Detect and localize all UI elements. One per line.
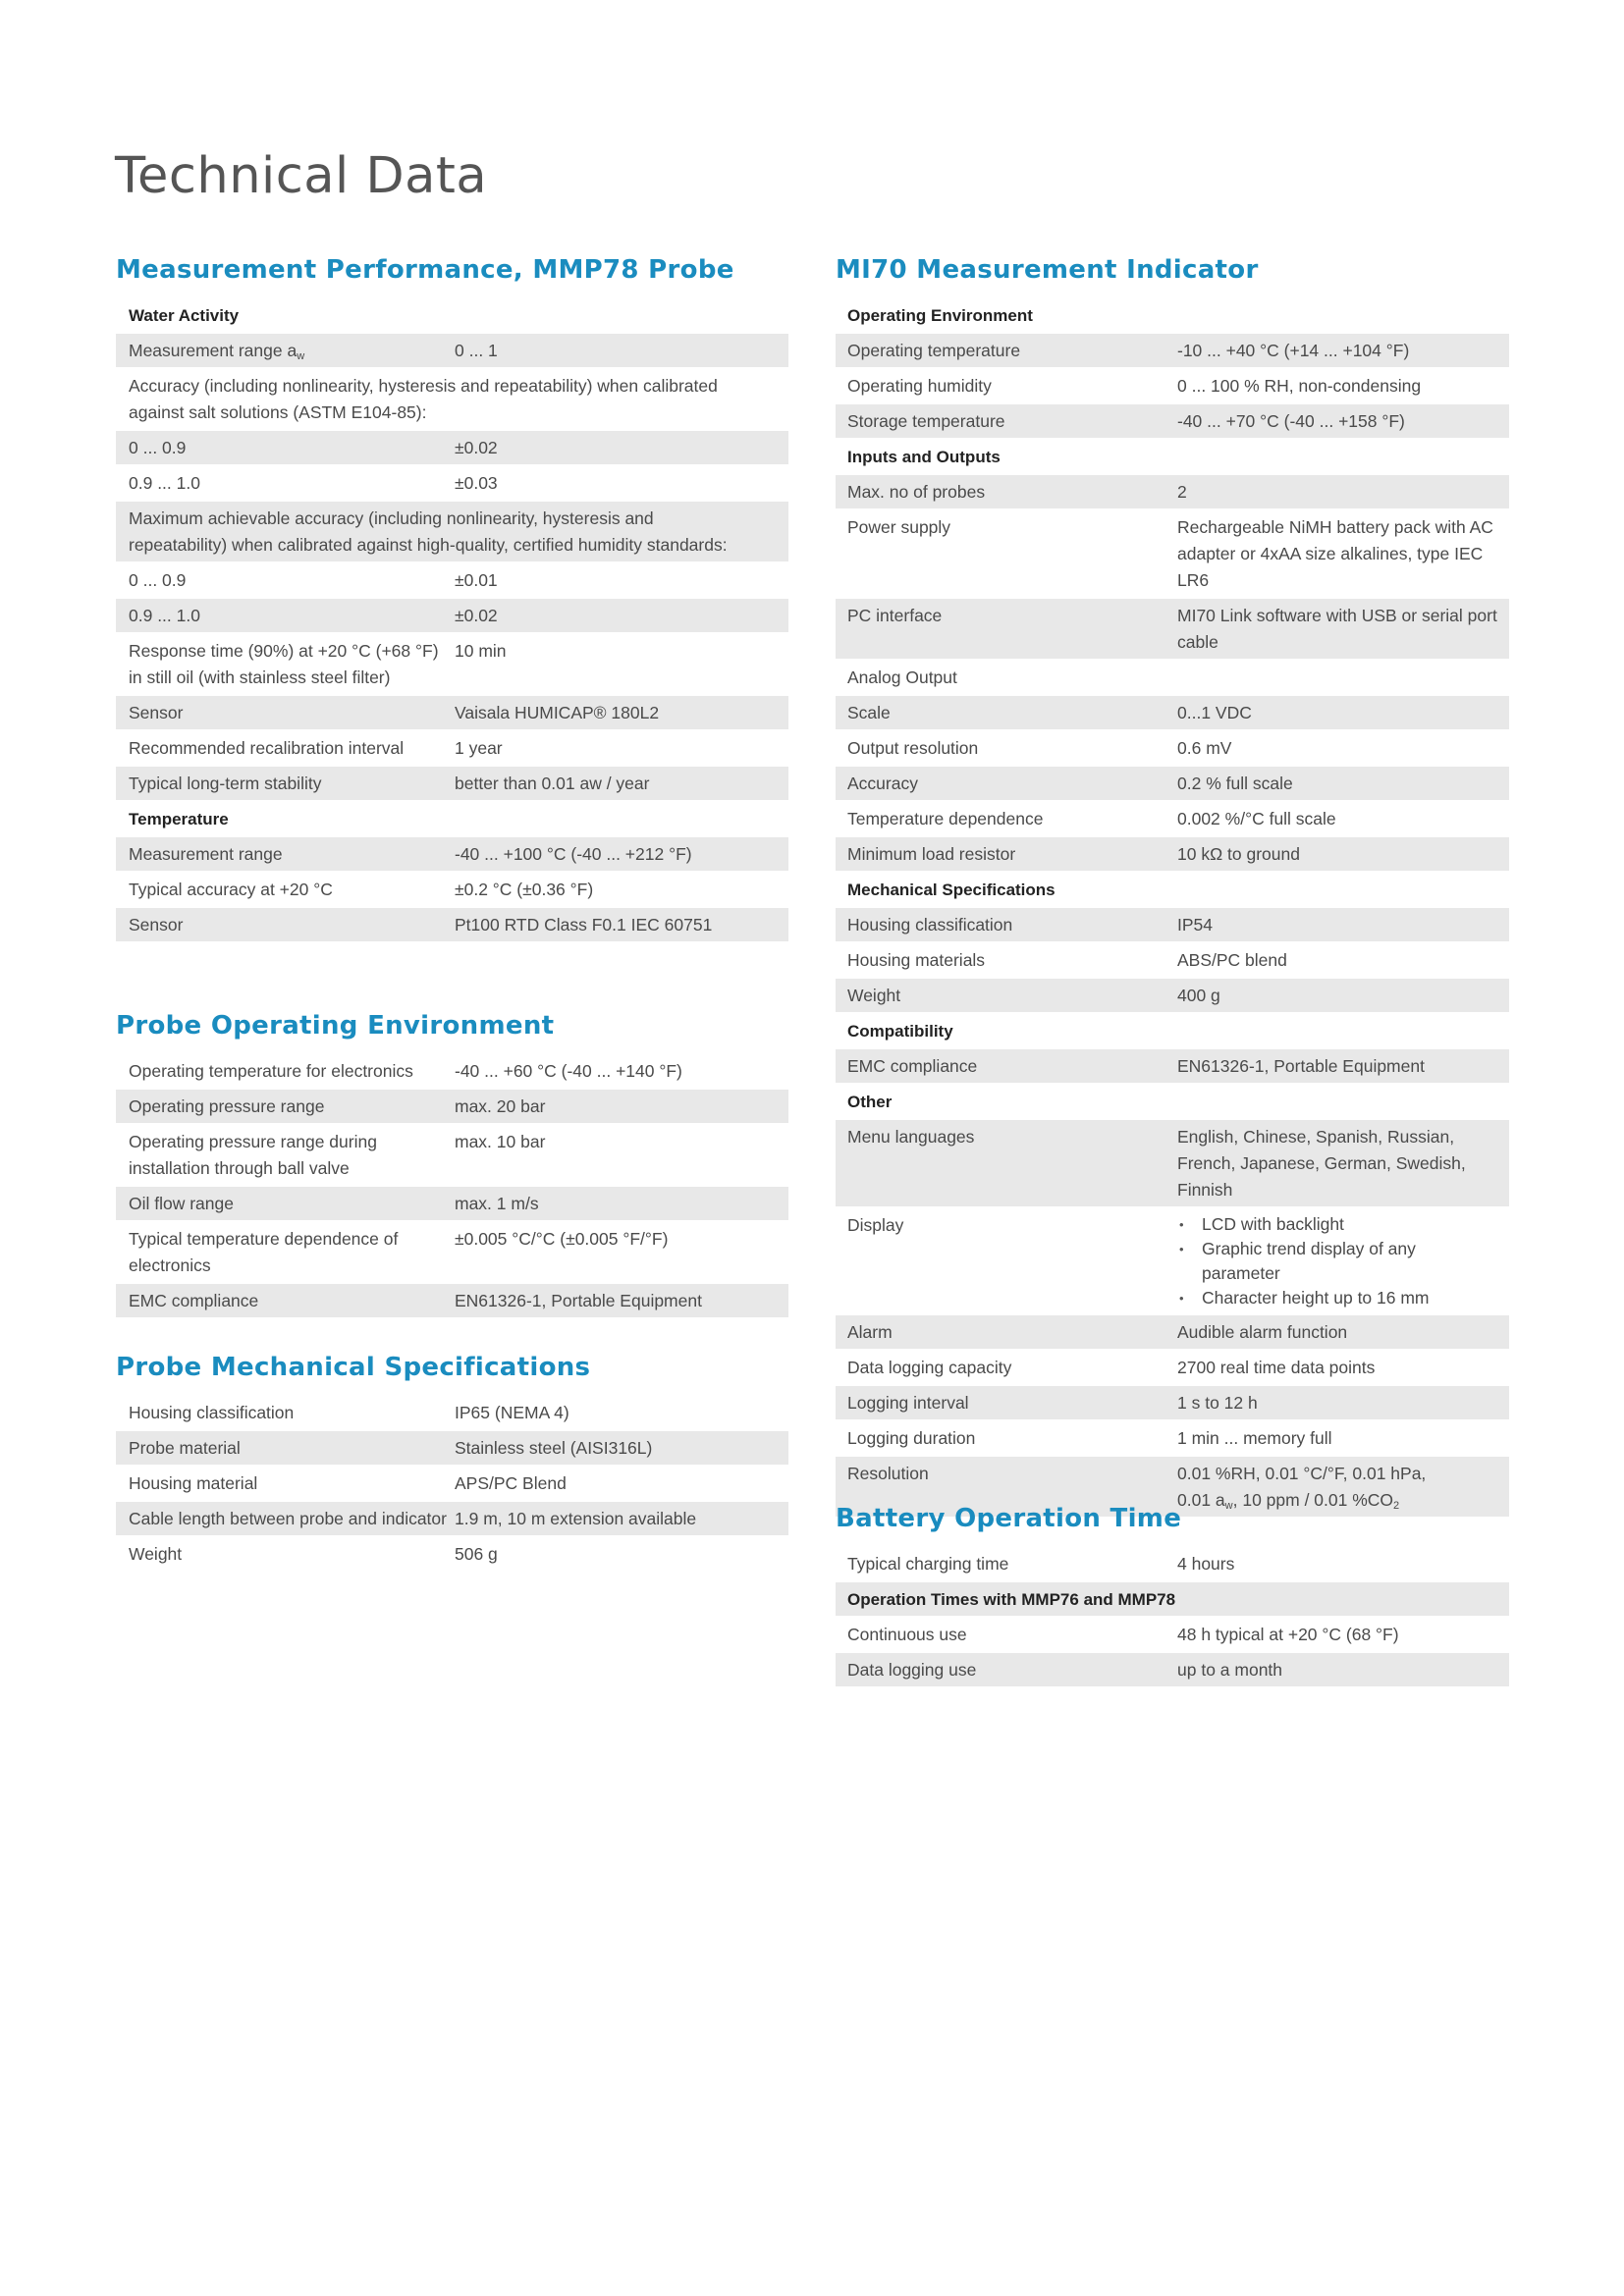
table-row <box>836 979 1509 1014</box>
table-row <box>836 1618 1509 1653</box>
row-value: ±0.01 <box>455 570 498 590</box>
group-header-water-activity <box>116 298 788 334</box>
row-label: Typical temperature dependence of electronics <box>129 1229 399 1275</box>
row-value: 10 min <box>455 641 507 661</box>
table-row <box>836 475 1509 510</box>
row-label: Scale <box>847 703 891 722</box>
row-value: -40 ... +70 °C (-40 ... +158 °F) <box>1177 411 1405 431</box>
table-row <box>836 599 1509 661</box>
row-label: Housing material <box>129 1473 258 1493</box>
row-label: Recommended recalibration interval <box>129 738 405 758</box>
table-row <box>116 334 788 369</box>
table-row <box>116 1431 788 1467</box>
row-label: Maximum achievable accuracy (including nonlinearity, hysteresis and repeatability) when calibrated against high-quality, certified humidity standards: <box>129 508 728 555</box>
row-value: 10 kΩ to ground <box>1177 844 1300 864</box>
table-row <box>116 1467 788 1502</box>
row-value: up to a month <box>1177 1660 1283 1680</box>
section-title: Probe Operating Environment <box>116 1011 555 1041</box>
table-row <box>836 802 1509 837</box>
row-value: 48 h typical at +20 °C (68 °F) <box>1177 1625 1399 1644</box>
list-item: • Character height up to 16 mm <box>1177 1286 1497 1310</box>
subscript-2: 2 <box>1393 1500 1400 1512</box>
row-value: -40 ... +60 °C (-40 ... +140 °F) <box>455 1061 682 1081</box>
row-value: 1 min ... memory full <box>1177 1428 1332 1448</box>
table-row <box>116 1537 788 1573</box>
row-value: ABS/PC blend <box>1177 950 1287 970</box>
row-label: Menu languages <box>847 1127 975 1147</box>
row-label: Housing classification <box>847 915 1013 934</box>
section-probe-operating-environment <box>116 1009 788 1319</box>
table-row <box>116 1284 788 1319</box>
row-value: IP65 (NEMA 4) <box>455 1403 569 1422</box>
row-value: Stainless steel (AISI316L) <box>455 1438 653 1458</box>
row-label: Max. no of probes <box>847 482 986 502</box>
row-label: 0 ... 0.9 <box>129 570 187 590</box>
row-label: Continuous use <box>847 1625 967 1644</box>
row-value: IP54 <box>1177 915 1213 934</box>
row-label: Operating pressure range <box>129 1096 325 1116</box>
row-label: Typical long-term stability <box>129 774 322 793</box>
row-label: Display <box>847 1215 904 1235</box>
group-label: Operation Times with MMP76 and MMP78 <box>847 1590 1176 1609</box>
row-value: 2 <box>1177 482 1187 502</box>
resolution-line-1: 0.01 %RH, 0.01 °C/°F, 0.01 hPa, <box>1177 1464 1427 1483</box>
spec-table <box>116 298 788 943</box>
table-row <box>116 908 788 943</box>
spec-table <box>836 1547 1509 1688</box>
section-title: Probe Mechanical Specifications <box>116 1353 591 1382</box>
row-label: Typical accuracy at +20 °C <box>129 880 333 899</box>
table-row <box>116 634 788 696</box>
row-label: Data logging use <box>847 1660 977 1680</box>
group-label: Compatibility <box>847 1022 953 1041</box>
group-header-inputs-outputs <box>836 440 1509 475</box>
row-value: EN61326-1, Portable Equipment <box>455 1291 702 1310</box>
row-label: 0.9 ... 1.0 <box>129 606 200 625</box>
row-label: Operating pressure range during installation through ball valve <box>129 1132 377 1178</box>
section-title: Battery Operation Time <box>836 1504 1182 1533</box>
row-value: ±0.03 <box>455 473 498 493</box>
table-row <box>836 334 1509 369</box>
resolution-line-2a: 0.01 a <box>1177 1490 1225 1510</box>
table-row <box>116 873 788 908</box>
row-value: 4 hours <box>1177 1554 1235 1574</box>
row-label: Weight <box>847 986 901 1005</box>
table-row <box>836 369 1509 404</box>
resolution-line-2b: , 10 ppm / 0.01 %CO <box>1232 1490 1394 1510</box>
row-label-subscript: w <box>297 350 305 362</box>
row-label: Typical charging time <box>847 1554 1009 1574</box>
row-value: 2700 real time data points <box>1177 1358 1376 1377</box>
table-row <box>116 599 788 634</box>
table-row <box>836 943 1509 979</box>
row-label: Alarm <box>847 1322 893 1342</box>
row-value: -10 ... +40 °C (+14 ... +104 °F) <box>1177 341 1410 360</box>
table-row <box>836 404 1509 440</box>
row-label: Response time (90%) at +20 °C (+68 °F) in still oil (with stainless steel filter) <box>129 641 439 687</box>
table-row <box>116 466 788 502</box>
table-row <box>116 837 788 873</box>
spec-table <box>116 1054 788 1319</box>
row-label: Storage temperature <box>847 411 1005 431</box>
table-row <box>836 1208 1509 1315</box>
row-label: Weight <box>129 1544 183 1564</box>
table-row <box>116 1222 788 1284</box>
table-row <box>836 1120 1509 1208</box>
row-value: 506 g <box>455 1544 498 1564</box>
row-label: Logging duration <box>847 1428 976 1448</box>
table-row <box>836 696 1509 731</box>
row-value: 1 s to 12 h <box>1177 1393 1258 1413</box>
row-value: 0.6 mV <box>1177 738 1232 758</box>
group-label: Other <box>847 1093 893 1111</box>
row-label: Data logging capacity <box>847 1358 1012 1377</box>
row-value: EN61326-1, Portable Equipment <box>1177 1056 1425 1076</box>
table-row <box>836 1049 1509 1085</box>
row-label <box>116 338 455 364</box>
row-value <box>1177 1212 1509 1310</box>
group-header-analog-output <box>836 661 1509 696</box>
table-row <box>836 1547 1509 1582</box>
group-header-other <box>836 1085 1509 1120</box>
row-label: Operating temperature for electronics <box>129 1061 413 1081</box>
table-row <box>116 502 788 563</box>
row-value: ±0.2 °C (±0.36 °F) <box>455 880 594 899</box>
table-row <box>116 1054 788 1090</box>
section-battery-operation-time <box>836 1502 1509 1688</box>
table-row <box>836 731 1509 767</box>
row-value: 0.2 % full scale <box>1177 774 1293 793</box>
table-row <box>836 1351 1509 1386</box>
group-header-mechanical-specifications <box>836 873 1509 908</box>
row-label: EMC compliance <box>129 1291 259 1310</box>
row-value: Vaisala HUMICAP® 180L2 <box>455 703 660 722</box>
list-item: • Graphic trend display of any parameter <box>1177 1237 1497 1286</box>
row-value: Audible alarm function <box>1177 1322 1348 1342</box>
group-header-temperature <box>116 802 788 837</box>
group-header-compatibility <box>836 1014 1509 1049</box>
table-row <box>116 431 788 466</box>
row-label: Sensor <box>129 703 184 722</box>
group-label: Water Activity <box>129 306 240 325</box>
row-value: 400 g <box>1177 986 1220 1005</box>
row-value: English, Chinese, Spanish, Russian, French, Japanese, German, Swedish, Finnish <box>1177 1127 1466 1200</box>
list-item: • LCD with backlight <box>1177 1212 1497 1237</box>
row-label: Cable length between probe and indicator <box>129 1509 447 1528</box>
section-mi70-measurement-indicator <box>836 253 1509 1519</box>
row-value: -40 ... +100 °C (-40 ... +212 °F) <box>455 844 692 864</box>
table-row <box>116 1396 788 1431</box>
row-label-text: Measurement range a <box>129 341 298 360</box>
row-value: 0.002 %/°C full scale <box>1177 809 1336 828</box>
row-label: Accuracy (including nonlinearity, hysteresis and repeatability) when calibrated against salt solutions (ASTM E104-85): <box>129 376 718 422</box>
row-label: Operating humidity <box>847 376 992 396</box>
table-row <box>116 1502 788 1537</box>
row-label: Minimum load resistor <box>847 844 1016 864</box>
row-value: APS/PC Blend <box>455 1473 567 1493</box>
group-label: Operating Environment <box>847 306 1033 325</box>
row-value: MI70 Link software with USB or serial port cable <box>1177 606 1497 652</box>
group-header-operation-times <box>836 1582 1509 1618</box>
section-measurement-performance <box>116 253 788 943</box>
row-label: Power supply <box>847 517 951 537</box>
table-row <box>836 1653 1509 1688</box>
row-value: Rechargeable NiMH battery pack with AC adapter or 4xAA size alkalines, type IEC LR6 <box>1177 517 1493 590</box>
table-row <box>116 369 788 431</box>
row-label: Resolution <box>847 1464 929 1483</box>
row-label: Output resolution <box>847 738 979 758</box>
group-label: Temperature <box>129 810 229 828</box>
row-value: 1 year <box>455 738 503 758</box>
row-label: Sensor <box>129 915 184 934</box>
row-value: 0...1 VDC <box>1177 703 1252 722</box>
row-value: 0 ... 1 <box>455 341 498 360</box>
table-row <box>116 1090 788 1125</box>
row-label: Probe material <box>129 1438 241 1458</box>
row-label: Operating temperature <box>847 341 1021 360</box>
table-row <box>836 510 1509 599</box>
table-row <box>836 1315 1509 1351</box>
table-row <box>116 696 788 731</box>
row-value: max. 10 bar <box>455 1132 546 1151</box>
spec-table <box>116 1396 788 1573</box>
row-label: Accuracy <box>847 774 918 793</box>
group-label: Mechanical Specifications <box>847 881 1056 899</box>
table-row <box>116 1125 788 1187</box>
table-row <box>836 908 1509 943</box>
page-title: Technical Data <box>115 147 488 205</box>
subscript-w: w <box>1224 1500 1233 1512</box>
table-row <box>836 767 1509 802</box>
table-row <box>116 1187 788 1222</box>
row-label: Housing classification <box>129 1403 295 1422</box>
row-label: EMC compliance <box>847 1056 978 1076</box>
row-label: Temperature dependence <box>847 809 1044 828</box>
row-value: 1.9 m, 10 m extension available <box>455 1509 697 1528</box>
row-value: max. 1 m/s <box>455 1194 539 1213</box>
row-label: Logging interval <box>847 1393 969 1413</box>
row-label: Housing materials <box>847 950 986 970</box>
section-title: Measurement Performance, MMP78 Probe <box>116 255 734 285</box>
row-value: ±0.02 <box>455 438 498 457</box>
section-title: MI70 Measurement Indicator <box>836 255 1259 285</box>
table-row <box>836 1386 1509 1421</box>
table-row <box>836 1421 1509 1457</box>
group-label: Analog Output <box>847 667 957 687</box>
table-row <box>116 563 788 599</box>
row-value: better than 0.01 aw / year <box>455 774 650 793</box>
table-row <box>116 731 788 767</box>
section-probe-mechanical-specifications <box>116 1351 788 1573</box>
row-label: 0 ... 0.9 <box>129 438 187 457</box>
table-row <box>116 767 788 802</box>
row-label: 0.9 ... 1.0 <box>129 473 200 493</box>
row-label: Oil flow range <box>129 1194 234 1213</box>
table-row <box>836 837 1509 873</box>
row-value: Pt100 RTD Class F0.1 IEC 60751 <box>455 915 713 934</box>
row-label: Measurement range <box>129 844 283 864</box>
group-header-operating-environment <box>836 298 1509 334</box>
row-value: 0 ... 100 % RH, non-condensing <box>1177 376 1422 396</box>
spec-table <box>836 298 1509 1519</box>
group-label: Inputs and Outputs <box>847 448 1001 466</box>
row-value: ±0.005 °C/°C (±0.005 °F/°F) <box>455 1229 669 1249</box>
row-label: PC interface <box>847 606 943 625</box>
row-value: ±0.02 <box>455 606 498 625</box>
display-features-list <box>1177 1212 1497 1310</box>
row-value: max. 20 bar <box>455 1096 546 1116</box>
